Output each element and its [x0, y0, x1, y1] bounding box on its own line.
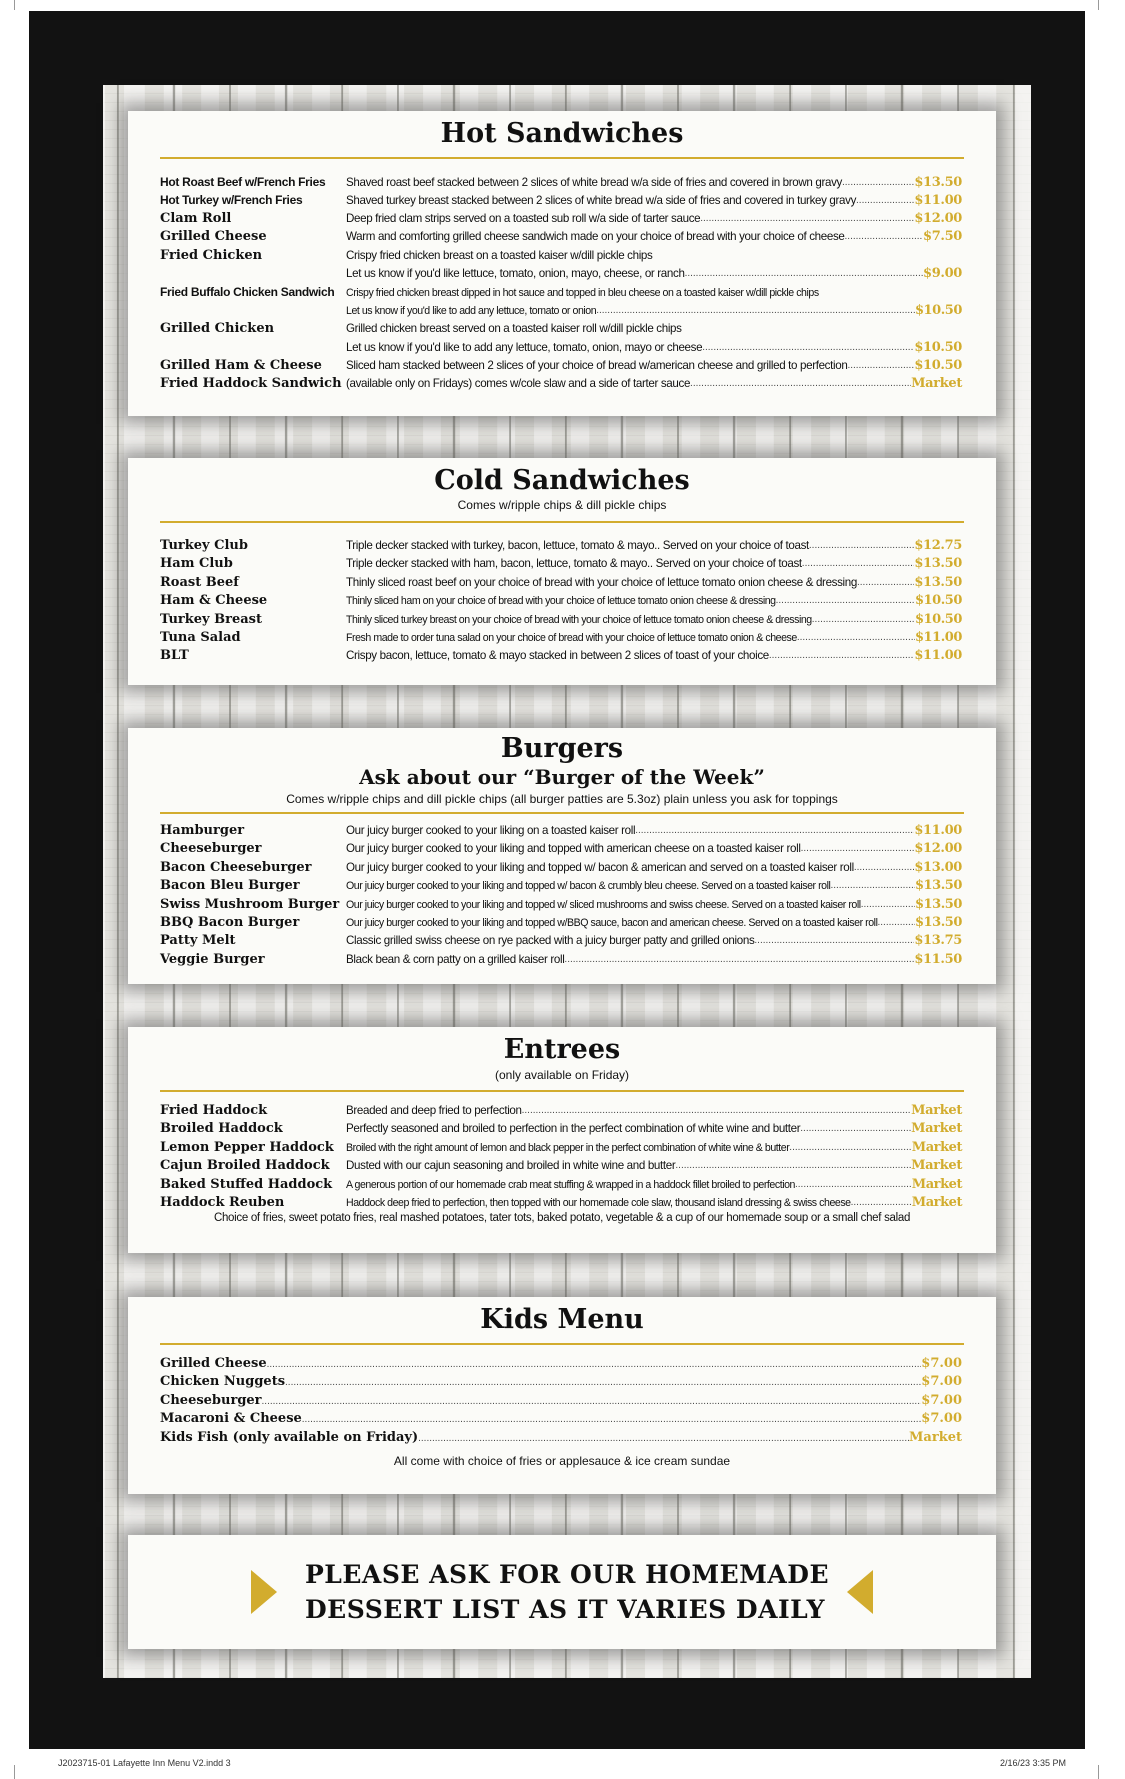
dot-leader — [800, 1120, 911, 1138]
item-price: $13.00 — [914, 859, 962, 875]
menu-item — [160, 1157, 962, 1175]
item-name: Bacon Cheeseburger — [160, 859, 312, 875]
dot-leader — [857, 574, 914, 592]
item-price: $11.50 — [914, 951, 962, 967]
item-description: Our juicy burger cooked to your liking and topped w/ bacon & crumbly bleu cheese. Served on a toasted kaiser roll — [346, 880, 831, 893]
item-description: Shaved roast beef stacked between 2 slices of white bread w/a side of fries and covered in brown gravy — [346, 176, 842, 189]
menu-item — [160, 840, 962, 858]
menu-item — [160, 822, 962, 840]
menu-item — [160, 1176, 962, 1194]
item-description-row — [346, 375, 962, 393]
item-description-row — [346, 247, 962, 265]
item-name: Baked Stuffed Haddock — [160, 1176, 333, 1192]
dot-leader — [842, 174, 914, 192]
item-description: Our juicy burger cooked to your liking and topped w/ sliced mushrooms and swiss cheese. Served on a toasted kaiser roll — [346, 898, 861, 911]
burgers-card — [128, 728, 996, 984]
item-description: Our juicy burger cooked to your liking and topped with american cheese on a toasted kaiser roll — [346, 842, 801, 856]
item-description-row — [346, 537, 962, 555]
dot-leader — [861, 896, 915, 914]
item-description-row — [346, 932, 962, 950]
menu-item — [160, 1120, 962, 1138]
item-name: Cheeseburger — [160, 841, 262, 857]
menu-item — [160, 574, 962, 592]
item-price: $10.50 — [914, 302, 962, 318]
dot-leader — [812, 611, 915, 629]
dot-leader — [754, 932, 914, 950]
menu-item — [160, 647, 962, 665]
item-name: Macaroni & Cheese — [160, 1411, 302, 1427]
menu-item — [160, 339, 962, 357]
menu-item — [160, 537, 962, 555]
item-description: Broiled with the right amount of lemon and black pepper in the perfect combination of white wine & butter — [346, 1141, 790, 1154]
item-price: $7.50 — [923, 229, 962, 245]
item-price: $12.75 — [914, 538, 962, 553]
item-name: Fried Chicken — [160, 247, 263, 263]
item-description-row — [346, 174, 962, 192]
item-description: A generous portion of our homemade crab meat stuffing & wrapped in a haddock fillet broiled to perfection — [346, 1178, 795, 1191]
gold-rule — [160, 812, 964, 814]
burger-of-the-week-headline: Ask about our “Burger of the Week” — [359, 765, 765, 789]
menu-item — [160, 1194, 962, 1212]
menu-item — [160, 629, 962, 647]
entrees-list — [128, 1102, 996, 1212]
item-name: Grilled Cheese — [160, 229, 267, 245]
dot-leader — [262, 1393, 922, 1411]
menu-item — [160, 228, 962, 246]
item-price: $10.50 — [914, 593, 962, 609]
menu-item — [160, 247, 962, 265]
dot-leader — [795, 1176, 912, 1194]
item-name: Fried Haddock — [160, 1103, 268, 1118]
item-name: Bacon Bleu Burger — [160, 878, 300, 894]
dot-leader — [830, 877, 915, 895]
item-name: Turkey Club — [160, 538, 248, 553]
item-description: Let us know if you'd like to add any lettuce, tomato or onion — [346, 304, 597, 317]
burgers-list — [128, 822, 996, 969]
item-price: $7.00 — [921, 1392, 962, 1408]
item-description-row — [346, 574, 962, 592]
item-description-row — [346, 896, 962, 914]
item-description-row — [346, 228, 962, 246]
dessert-line-1: PLEASE ASK FOR OUR HOMEMADE — [304, 1560, 830, 1589]
item-price: $12.00 — [914, 210, 962, 226]
item-description: Warm and comforting grilled cheese sandwich made on your choice of bread with your choice of cheese — [346, 230, 845, 244]
item-name: BLT — [160, 648, 189, 664]
item-price: $10.50 — [914, 339, 962, 355]
item-price: $10.50 — [914, 611, 962, 627]
item-price: $12.00 — [914, 841, 962, 857]
menu-item — [160, 1102, 962, 1120]
section-subtitle: Comes w/ripple chips and dill pickle chips (all burger patties are 5.3oz) plain unless you ask for toppings — [286, 792, 838, 806]
item-name: Lemon Pepper Haddock — [160, 1139, 334, 1155]
dot-leader — [851, 1194, 912, 1212]
item-description-row — [346, 1139, 962, 1157]
menu-item — [160, 265, 962, 283]
item-price: $13.50 — [914, 896, 962, 912]
item-name: Roast Beef — [160, 574, 239, 590]
item-price: Market — [911, 1103, 962, 1118]
item-description: Crispy fried chicken breast on a toasted kaiser w/dill pickle chips — [346, 248, 653, 262]
item-price: $13.50 — [914, 878, 962, 894]
item-name: Clam Roll — [160, 210, 232, 226]
item-price: $7.00 — [921, 1356, 962, 1371]
item-name: Grilled Ham & Cheese — [160, 357, 322, 373]
item-name: Turkey Breast — [160, 611, 262, 627]
item-description-row — [346, 210, 962, 228]
dot-leader — [267, 1356, 922, 1374]
cold-sandwiches-list — [128, 537, 996, 666]
item-price: $11.00 — [914, 823, 962, 838]
item-price: $13.75 — [914, 933, 962, 949]
section-title: Kids Menu — [480, 1304, 644, 1335]
arrow-right-icon — [251, 1570, 277, 1614]
dot-leader — [700, 210, 914, 228]
dot-leader — [564, 951, 914, 969]
item-description: Breaded and deep fried to perfection — [346, 1104, 522, 1117]
section-subtitle: (only available on Friday) — [494, 1068, 630, 1082]
crop-mark — [1098, 0, 1099, 10]
item-name: Patty Melt — [160, 933, 236, 949]
menu-item — [160, 1355, 962, 1373]
item-description: Black bean & corn patty on a grilled kaiser roll — [346, 952, 565, 966]
item-description-row — [346, 302, 962, 320]
item-name: Grilled Cheese — [160, 1356, 267, 1371]
item-description: Triple decker stacked with turkey, bacon, lettuce, tomato & mayo.. Served on your choice of toast — [346, 539, 809, 552]
menu-item — [160, 877, 962, 895]
item-description: Thinly sliced turkey breast on your choice of bread with your choice of lettuce tomato onion cheese & dressing — [346, 613, 812, 626]
dessert-line-2: DESSERT LIST AS IT VARIES DAILY — [304, 1595, 826, 1624]
dot-leader — [702, 339, 914, 357]
section-title: Burgers — [500, 733, 624, 764]
dot-leader — [847, 357, 914, 375]
item-description-row — [346, 877, 962, 895]
gold-rule — [160, 1090, 964, 1092]
item-price: $13.50 — [914, 556, 962, 572]
entrees-side-choice-note: Choice of fries, sweet potato fries, real mashed potatoes, tater tots, baked potato, vegetable & a cup of our homemade soup or a small chef salad — [213, 1212, 911, 1225]
item-name: Broiled Haddock — [160, 1121, 283, 1137]
crop-mark — [14, 0, 15, 10]
dot-leader — [856, 192, 914, 210]
item-description-row — [346, 840, 962, 858]
item-description: Grilled chicken breast served on a toasted kaiser roll w/dill pickle chips — [346, 322, 682, 336]
item-description-row — [346, 1157, 962, 1175]
section-subtitle: Comes w/ripple chips & dill pickle chips — [457, 498, 667, 512]
item-description: Thinly sliced ham on your choice of bread with your choice of lettuce tomato onion cheese & dressing — [346, 595, 776, 608]
menu-item — [160, 320, 962, 338]
menu-item — [160, 302, 962, 320]
item-description: Haddock deep fried to perfection, then topped with our homemade cole slaw, thousand island dressing & swiss cheese — [346, 1196, 851, 1209]
item-price: Market — [911, 1139, 962, 1155]
item-description-row — [346, 192, 962, 210]
item-description: Let us know if you'd like to add any lettuce, tomato, onion, mayo or cheese — [346, 340, 703, 354]
item-name: Chicken Nuggets — [160, 1374, 286, 1390]
dot-leader — [801, 840, 915, 858]
menu-item — [160, 592, 962, 610]
menu-item — [160, 555, 962, 573]
item-price: $11.00 — [914, 193, 962, 209]
item-name: Ham & Cheese — [160, 593, 268, 609]
hot-sandwiches-card — [128, 111, 996, 416]
item-name: Tuna Salad — [160, 629, 241, 645]
item-price: Market — [911, 1121, 962, 1137]
item-name: Kids Fish (only available on Friday) — [160, 1429, 419, 1445]
menu-item — [160, 859, 962, 877]
section-title: Entrees — [503, 1034, 621, 1065]
dot-leader — [522, 1102, 912, 1120]
kids-menu-list — [128, 1355, 996, 1447]
menu-item — [160, 375, 962, 393]
item-description: Deep fried clam strips served on a toasted sub roll w/a side of tarter sauce — [346, 211, 701, 225]
item-description: Perfectly seasoned and broiled to perfection in the perfect combination of white wine and butter — [346, 1122, 801, 1136]
item-description-row — [346, 1176, 962, 1194]
item-description-row — [346, 859, 962, 877]
item-description-row — [346, 320, 962, 338]
item-description-row — [346, 1120, 962, 1138]
section-title: Hot Sandwiches — [440, 118, 684, 149]
kids-menu-note: All come with choice of fries or applesauce & ice cream sundae — [393, 1453, 731, 1468]
item-price: Market — [911, 1176, 962, 1192]
dot-leader — [845, 228, 924, 246]
menu-item — [160, 914, 962, 932]
dot-leader — [302, 1411, 922, 1429]
item-description: Crispy fried chicken breast dipped in hot sauce and topped in bleu cheese on a toasted kaiser w/dill pickle chips — [346, 287, 819, 300]
item-description-row — [346, 284, 962, 302]
crop-mark — [1098, 1765, 1099, 1779]
item-description: Crispy bacon, lettuce, tomato & mayo stacked in between 2 slices of toast of your choice — [346, 649, 769, 663]
menu-item — [160, 1139, 962, 1157]
item-description: Let us know if you'd like lettuce, tomato, onion, mayo, cheese, or ranch — [346, 266, 685, 280]
footer-file-info: J2023715-01 Lafayette Inn Menu V2.indd 3 — [58, 1758, 231, 1768]
menu-item — [160, 191, 962, 209]
item-description: Shaved turkey breast stacked between 2 slices of white bread w/a side of fries and covered in turkey gravy — [346, 194, 857, 208]
dessert-banner — [128, 1535, 996, 1649]
item-description-row — [346, 951, 962, 969]
dot-leader — [802, 555, 915, 573]
item-name: Veggie Burger — [160, 951, 265, 967]
item-name: Hot Roast Beef w/French Fries — [160, 175, 326, 189]
menu-item — [160, 357, 962, 375]
item-name: Swiss Mushroom Burger — [160, 896, 340, 912]
item-description-row — [346, 555, 962, 573]
menu-item — [160, 283, 962, 301]
dot-leader — [789, 1139, 911, 1157]
item-description: Classic grilled swiss cheese on rye packed with a juicy burger patty and grilled onions — [346, 934, 755, 948]
dot-leader — [854, 859, 915, 877]
item-name: Fried Haddock Sandwich — [160, 376, 342, 392]
item-price: Market — [911, 1158, 962, 1174]
item-description-row — [346, 265, 962, 283]
menu-item — [160, 611, 962, 629]
crop-mark — [14, 1765, 15, 1779]
menu-item — [160, 1373, 962, 1391]
item-name: Ham Club — [160, 556, 233, 572]
item-price: Market — [909, 1429, 962, 1445]
arrow-left-icon — [847, 1570, 873, 1614]
item-description: Sliced ham stacked between 2 slices of your choice of bread w/american cheese and grilled to perfection — [346, 358, 848, 372]
item-price: $11.00 — [914, 648, 962, 664]
dot-leader — [285, 1374, 921, 1392]
item-description-row — [346, 1194, 962, 1212]
item-description-row — [346, 822, 962, 840]
item-description-row — [346, 592, 962, 610]
item-description: Our juicy burger cooked to your liking and topped w/BBQ sauce, bacon and american cheese. Served on a toasted kaiser roll — [346, 916, 878, 929]
menu-item — [160, 951, 962, 969]
dot-leader — [635, 822, 914, 840]
gold-rule — [160, 521, 964, 523]
item-price: $10.50 — [914, 357, 962, 373]
dot-leader — [675, 1157, 911, 1175]
item-price: $7.00 — [921, 1374, 962, 1390]
item-description-row — [346, 339, 962, 357]
dot-leader — [418, 1430, 909, 1448]
dot-leader — [809, 537, 914, 555]
gold-rule — [160, 1343, 964, 1345]
entrees-card — [128, 1027, 996, 1253]
item-description-row — [346, 611, 962, 629]
dot-leader — [877, 914, 914, 932]
item-name: BBQ Bacon Burger — [160, 914, 300, 930]
dot-leader — [596, 302, 915, 320]
item-description-row — [346, 647, 962, 665]
item-description: Our juicy burger cooked to your liking on a toasted kaiser roll — [346, 824, 636, 837]
menu-item — [160, 932, 962, 950]
kids-menu-card — [128, 1297, 996, 1494]
item-description: Dusted with our cajun seasoning and broiled in white wine and butter — [346, 1159, 676, 1173]
item-price: $13.50 — [914, 574, 962, 590]
item-description: Fresh made to order tuna salad on your choice of bread with your choice of lettuce tomato onion & cheese — [346, 631, 797, 644]
item-price: Market — [911, 1194, 962, 1210]
section-title: Cold Sandwiches — [434, 465, 690, 496]
menu-item — [160, 1410, 962, 1428]
item-name: Haddock Reuben — [160, 1194, 285, 1210]
item-price: $13.50 — [914, 175, 962, 190]
item-description-row — [346, 629, 962, 647]
menu-item — [160, 1392, 962, 1410]
gold-rule — [160, 157, 964, 159]
item-description: (available only on Fridays) comes w/cole slaw and a side of tarter sauce — [346, 377, 691, 391]
dot-leader — [769, 647, 914, 665]
item-name: Cajun Broiled Haddock — [160, 1158, 330, 1174]
dessert-message — [305, 1557, 829, 1627]
item-name: Hamburger — [160, 823, 245, 838]
item-description: Our juicy burger cooked to your liking and topped w/ bacon & american and served on a toasted kaiser roll — [346, 860, 854, 874]
footer-date: 2/16/23 3:35 PM — [1000, 1758, 1067, 1768]
item-description-row — [346, 357, 962, 375]
item-description: Triple decker stacked with ham, bacon, lettuce, tomato & mayo.. Served on your choice of toast — [346, 557, 802, 571]
menu-item — [160, 173, 962, 191]
item-description-row — [346, 914, 962, 932]
menu-item — [160, 896, 962, 914]
item-price: $9.00 — [923, 265, 962, 281]
item-price: $13.50 — [914, 914, 962, 930]
item-name: Hot Turkey w/French Fries — [160, 193, 303, 208]
item-name: Cheeseburger — [160, 1392, 262, 1408]
item-price: Market — [911, 376, 962, 392]
menu-item — [160, 1429, 962, 1447]
dot-leader — [776, 592, 915, 610]
item-name: Grilled Chicken — [160, 321, 275, 337]
item-price: $11.00 — [914, 629, 962, 645]
dot-leader — [797, 629, 915, 647]
item-price: $7.00 — [921, 1411, 962, 1427]
dot-leader — [690, 375, 911, 393]
hot-sandwiches-list — [128, 173, 996, 394]
item-description: Thinly sliced roast beef on your choice of bread with your choice of lettuce tomato onion cheese & dressing — [346, 575, 857, 589]
cold-sandwiches-card — [128, 458, 996, 685]
item-name: Fried Buffalo Chicken Sandwich — [160, 285, 335, 300]
dot-leader — [685, 265, 923, 283]
menu-item — [160, 210, 962, 228]
item-description-row — [346, 1102, 962, 1120]
